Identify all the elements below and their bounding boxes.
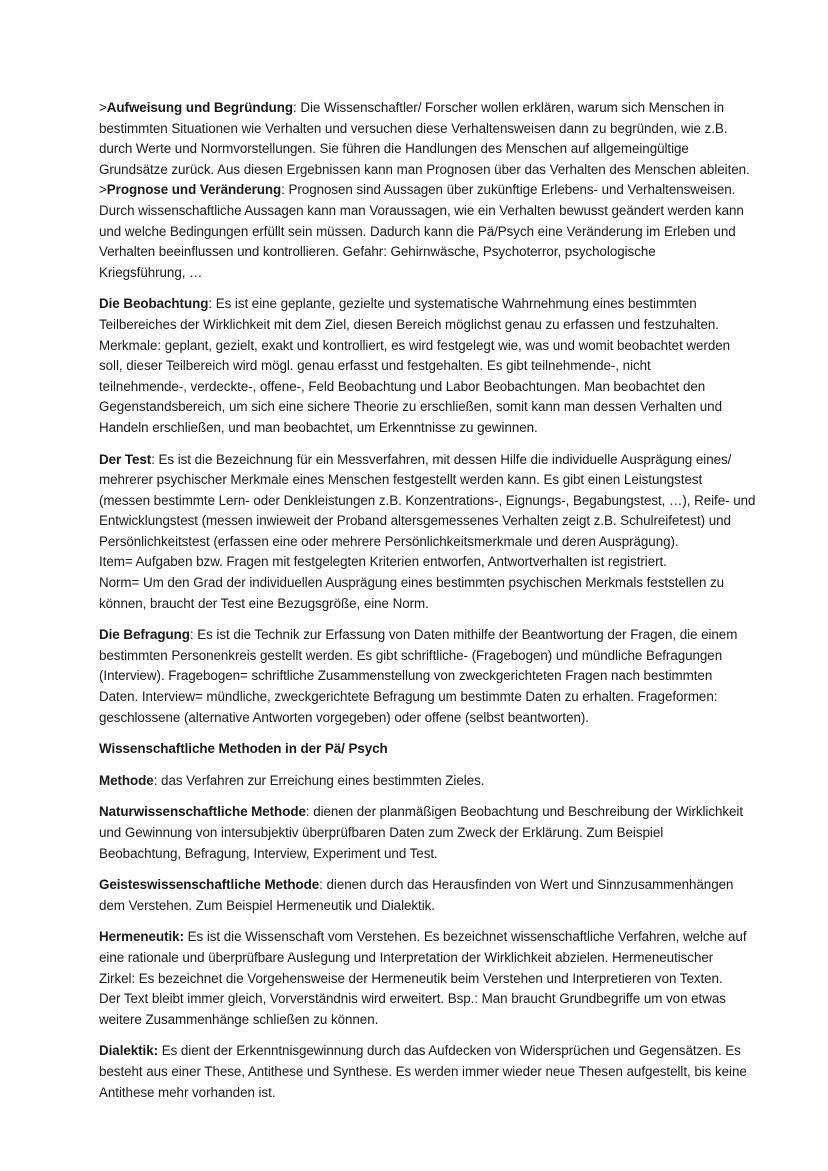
text-run: können, braucht der Test eine Bezugsgröße, eine Norm. [99, 595, 429, 611]
text-line [99, 771, 768, 792]
text-line [99, 708, 768, 729]
text-run: Norm= Um den Grad der individuellen Ausprägung eines bestimmten psychischen Merkmals feststellen zu [99, 575, 725, 591]
text-line [99, 397, 768, 418]
text-line [99, 418, 768, 439]
text-run: Daten. Interview= mündliche, zweckgerichtete Befragung um bestimmte Daten zu erhalten. Frageformen: [99, 689, 718, 705]
text-line [99, 511, 768, 532]
text-run: besteht aus einer These, Antithese und Synthese. Es werden immer wieder neue Thesen aufgestellt, bis keine [99, 1063, 747, 1079]
term-label: Aufweisung und Begründung [106, 100, 293, 115]
text-run: (messen bestimmte Lern- oder Denkleistungen z.B. Konzentrations-, Eignungs-, Begabungstest, …), Reife- und [99, 492, 756, 508]
paragraph [99, 294, 768, 438]
text-run: Entwicklungstest (messen inwieweit der Proband altersgemessenes Verhalten zeigt z.B. Schulreifetest) und [99, 513, 731, 529]
paragraph [99, 625, 768, 728]
text-run: Es ist die Wissenschaft vom Verstehen. Es bezeichnet wissenschaftliche Verfahren, welche auf [183, 929, 747, 945]
text-line [99, 263, 768, 284]
paragraph [99, 98, 768, 283]
term-label: Die Befragung [99, 627, 190, 643]
text-line [99, 948, 768, 969]
text-run: weitere Zusammenhänge schließen zu können. [99, 1011, 379, 1027]
text-line [99, 377, 768, 398]
text-line [99, 552, 768, 573]
paragraph [99, 450, 768, 615]
text-line [99, 666, 768, 687]
term-label: Hermeneutik: [99, 929, 184, 945]
text-run: : das Verfahren zur Erreichung eines bestimmten Zieles. [153, 772, 485, 788]
text-line [99, 160, 768, 181]
text-run: und Gewinnung von intersubjektiv überprüfbaren Daten zum Zweck der Erklärung. Zum Beispiel [99, 825, 664, 840]
text-line [99, 356, 768, 377]
text-line [99, 989, 768, 1010]
text-line [99, 875, 768, 896]
text-line [99, 1083, 768, 1104]
text-run: Beobachtung, Befragung, Interview, Experiment und Test. [99, 845, 438, 861]
text-line [99, 1041, 768, 1062]
paragraph [99, 875, 768, 916]
term-label: Der Test [99, 451, 152, 467]
text-line [99, 491, 768, 512]
text-line [99, 450, 768, 471]
text-run: Handeln erschließen, und man beobachtet, um Erkenntnisse zu gewinnen. [99, 419, 538, 435]
text-run: : Es ist die Bezeichnung für ein Messverfahren, mit dessen Hilfe die individuelle Ausprägung eines/ [151, 451, 732, 467]
paragraph [99, 802, 768, 864]
paragraph [99, 739, 768, 760]
text-line [99, 896, 768, 917]
term-label: Die Beobachtung [99, 296, 209, 312]
text-line [99, 222, 768, 243]
text-run: Gegenstandsbereich, um sich eine sichere Theorie zu erschließen, somit kann man dessen Verhalten und [99, 399, 722, 415]
text-run: mehrerer psychischer Merkmale eines Menschen festgestellt werden kann. Es gibt einen Leistungstest [99, 472, 703, 488]
text-line [99, 139, 768, 160]
text-line [99, 1062, 768, 1083]
text-line [99, 180, 768, 201]
text-line [99, 532, 768, 553]
text-line [99, 844, 768, 865]
text-run: Item= Aufgaben bzw. Fragen mit festgelegten Kriterien entworfen, Antwortverhalten ist registriert. [99, 554, 667, 570]
text-run: soll, dieser Teilbereich wird mögl. genau erfasst und festgehalten. Es gibt teilnehmende-, nicht [99, 358, 651, 374]
text-run: Der Text bleibt immer gleich, Vorverständnis wird erweitert. Bsp.: Man braucht Grundbegriffe um von etwas [99, 991, 726, 1007]
text-run: : Die Wissenschaftler/ Forscher wollen erklären, warum sich Menschen in [292, 100, 725, 115]
paragraph [99, 771, 768, 792]
text-run: Zirkel: Es bezeichnet die Vorgehensweise der Hermeneutik beim Verstehen und Interpretieren von Texten. [99, 970, 723, 986]
text-run: : Prognosen sind Aussagen über zukünftige Erlebens- und Verhaltensweisen. [281, 182, 736, 198]
text-line [99, 336, 768, 357]
text-run: Durch wissenschaftliche Aussagen kann man Voraussagen, wie ein Verhalten bewusst geändert werden kann [99, 202, 744, 218]
term-label: Methode [99, 772, 154, 788]
text-run: : Es ist eine geplante, gezielte und systematische Wahrnehmung eines bestimmten [208, 296, 697, 312]
text-run: Merkmale: geplant, gezielt, exakt und kontrolliert, es wird festgelegt wie, was und womit beobachtet werden [99, 337, 731, 353]
text-run: Es dient der Erkenntnisgewinnung durch das Aufdecken von Widersprüchen und Gegensätzen. Es [158, 1043, 741, 1059]
text-line [99, 315, 768, 336]
text-run: durch Werte und Normvorstellungen. Sie führen die Handlungen des Menschen auf allgemeingültige [99, 141, 689, 157]
text-line [99, 594, 768, 615]
text-line [99, 98, 768, 119]
text-line [99, 823, 768, 844]
text-line [99, 687, 768, 708]
term-label: Dialektik: [99, 1043, 159, 1059]
paragraph [99, 1041, 768, 1103]
text-line [99, 802, 768, 823]
text-line [99, 242, 768, 263]
text-run: Antithese mehr vorhanden ist. [99, 1084, 276, 1100]
text-line [99, 294, 768, 315]
paragraph [99, 927, 768, 1030]
text-line [99, 927, 768, 948]
text-run: : dienen durch das Herausfinden von Wert und Sinnzusammenhängen [319, 877, 734, 893]
text-run: Kriegsführung, … [99, 264, 203, 280]
text-run: dem Verstehen. Zum Beispiel Hermeneutik und Dialektik. [99, 897, 435, 913]
text-line [99, 625, 768, 646]
text-run: bestimmten Situationen wie Verhalten und versuchen diese Verhaltensweisen dann zu begründen, wie z.B. [99, 120, 728, 136]
text-line [99, 739, 768, 760]
text-run: : Es ist die Technik zur Erfassung von Daten mithilfe der Beantwortung der Fragen, die einem [189, 627, 738, 643]
text-run: Persönlichkeitstest (erfassen eine oder mehrere Persönlichkeitsmerkmale und deren Ausprägung). [99, 533, 679, 549]
text-line [99, 969, 768, 990]
text-line [99, 646, 768, 667]
text-run: Grundsätze zurück. Aus diesen Ergebnissen kann man Prognosen über das Verhalten des Menschen ableiten. [99, 161, 750, 177]
text-run: eine rationale und überprüfbare Auslegung und Interpretation der Wirklichkeit abzielen. Hermeneutischer [99, 949, 714, 965]
text-run: > [99, 100, 107, 115]
text-line [99, 573, 768, 594]
text-run: : dienen der planmäßigen Beobachtung und Beschreibung der Wirklichkeit [305, 804, 744, 820]
term-label: Geisteswissenschaftliche Methode [99, 877, 320, 893]
term-label: Naturwissenschaftliche Methode [99, 804, 306, 820]
text-line [99, 470, 768, 491]
text-run: (Interview). Fragebogen= schriftliche Zusammenstellung von zweckgerichteten Fragen nach bestimmten [99, 668, 713, 684]
text-run: Teilbereiches der Wirklichkeit mit dem Ziel, diesen Bereich möglichst genau zu erfassen und festzuhalten. [99, 316, 719, 332]
text-run: geschlossene (alternative Antworten vorgegeben) oder offene (selbst beantworten). [99, 709, 589, 725]
text-run: bestimmten Personenkreis gestellt werden. Es gibt schriftliche- (Fragebogen) und mündliche Befragungen [99, 647, 723, 663]
text-line [99, 1010, 768, 1031]
text-run: Verhalten beeinflussen und kontrollieren. Gefahr: Gehirnwäsche, Psychoterror, psychologische [99, 244, 656, 260]
text-run: > [99, 182, 107, 198]
text-line [99, 119, 768, 140]
text-run: teilnehmende-, verdeckte-, offene-, Feld Beobachtung und Labor Beobachtungen. Man beobachtet den [99, 378, 706, 394]
term-label: Prognose und Veränderung [106, 182, 282, 198]
term-label: Wissenschaftliche Methoden in der Pä/ Psych [99, 741, 388, 757]
text-run: und welche Bedingungen erfüllt sein müssen. Dadurch kann die Pä/Psych eine Veränderung im Erleben und [99, 223, 736, 239]
text-line [99, 201, 768, 222]
